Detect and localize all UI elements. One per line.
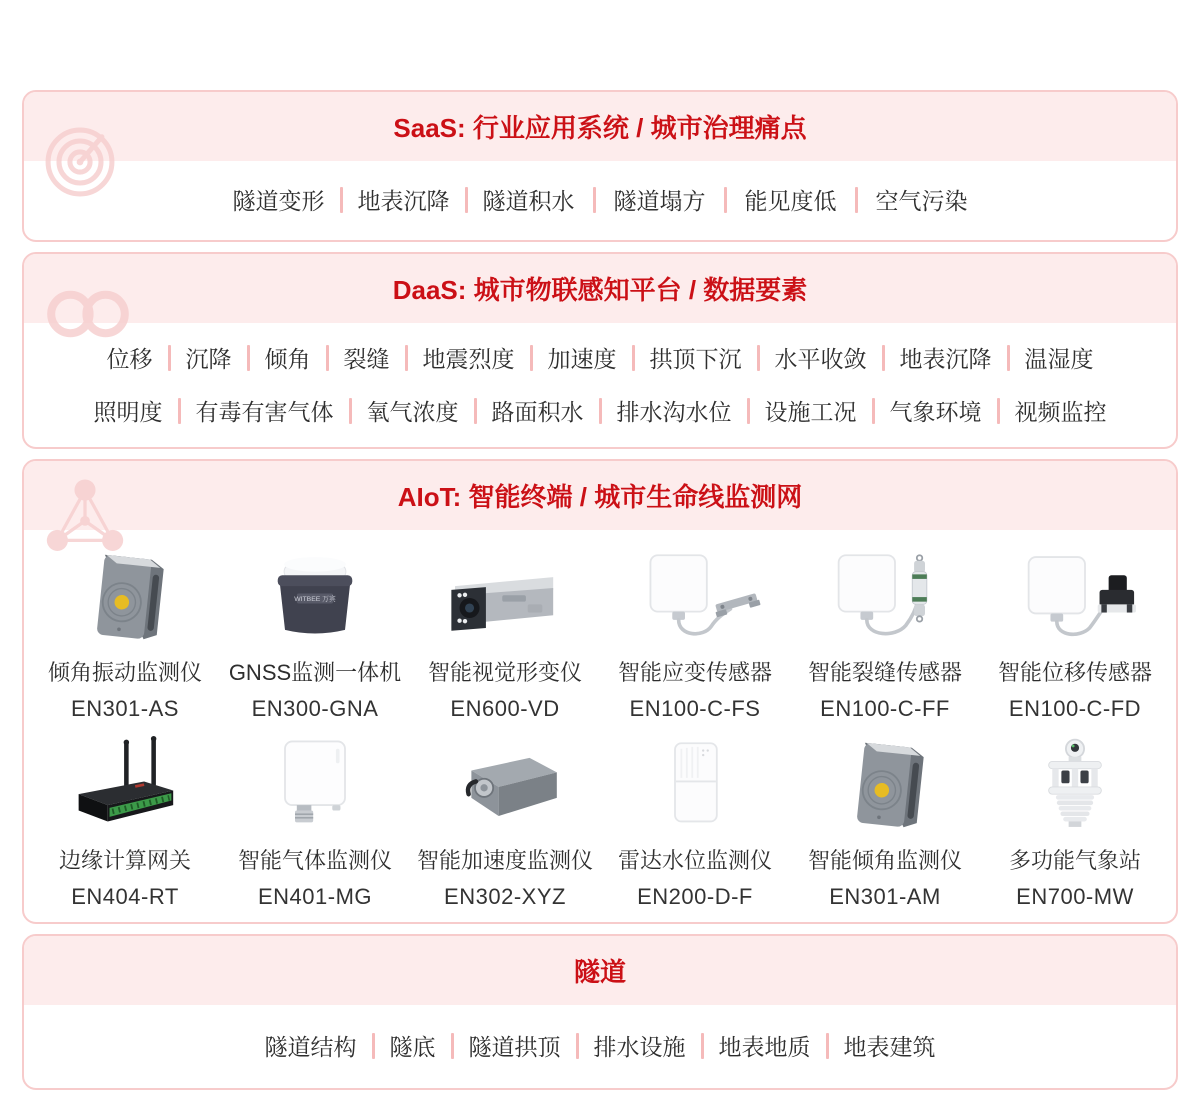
product-name: 智能应变传感器 <box>617 660 772 685</box>
item-separator <box>372 1033 375 1059</box>
product-image <box>600 546 790 648</box>
tunnel-items-row <box>24 1029 1176 1062</box>
product-image <box>410 546 600 648</box>
item-separator <box>178 398 181 424</box>
product-image <box>30 546 220 648</box>
daas-item: 气象环境 <box>889 399 982 425</box>
daas-item: 沉降 <box>185 346 232 372</box>
product-model: EN301-AM <box>829 884 941 909</box>
item-separator <box>882 345 885 371</box>
product-card <box>790 546 980 722</box>
product-image <box>980 734 1170 836</box>
product-image <box>410 734 600 836</box>
item-separator <box>593 187 596 213</box>
daas-item: 加速度 <box>547 346 617 372</box>
daas-item: 裂缝 <box>343 346 390 372</box>
daas-items-row-2 <box>24 394 1176 427</box>
daas-item: 路面积水 <box>491 399 584 425</box>
product-model: EN100-C-FD <box>1008 696 1142 721</box>
saas-item: 隧道积水 <box>482 188 575 214</box>
saas-items-row <box>24 183 1176 216</box>
item-separator <box>465 187 468 213</box>
daas-item: 位移 <box>106 346 153 372</box>
tilt-vibration-sensor-image <box>55 548 195 648</box>
product-card <box>410 546 600 722</box>
daas-item: 设施工况 <box>764 399 857 425</box>
tunnel-item: 排水设施 <box>593 1034 686 1060</box>
product-name: 智能加速度监测仪 <box>416 848 593 873</box>
daas-item: 照明度 <box>93 399 163 425</box>
tunnel-item: 隧道拱顶 <box>468 1034 561 1060</box>
item-separator <box>757 345 760 371</box>
saas-item: 能见度低 <box>744 188 837 214</box>
product-image <box>790 734 980 836</box>
item-separator <box>326 345 329 371</box>
item-separator <box>340 187 343 213</box>
crack-sensor-image <box>815 548 955 648</box>
product-card <box>980 546 1170 722</box>
tunnel-item: 隧底 <box>389 1034 436 1060</box>
accelerometer-image <box>435 736 575 836</box>
aiot-section <box>22 459 1178 924</box>
product-model: EN300-GNA <box>251 696 379 721</box>
product-image <box>600 734 790 836</box>
item-separator <box>405 345 408 371</box>
daas-item: 地表沉降 <box>899 346 992 372</box>
product-image <box>220 546 410 648</box>
saas-item: 地表沉降 <box>357 188 450 214</box>
tunnel-section <box>22 934 1178 1090</box>
vision-deformation-camera-image <box>435 548 575 648</box>
product-model: EN100-C-FF <box>820 696 950 721</box>
item-separator <box>474 398 477 424</box>
product-card <box>600 734 790 910</box>
daas-item: 倾角 <box>264 346 311 372</box>
product-model: EN302-XYZ <box>444 884 566 909</box>
product-model: EN404-RT <box>71 884 179 909</box>
strain-sensor-image <box>625 548 765 648</box>
item-separator <box>247 345 250 371</box>
saas-item: 隧道塌方 <box>613 188 706 214</box>
edge-gateway-image <box>55 736 195 836</box>
product-name: 智能视觉形变仪 <box>427 660 582 685</box>
saas-section-title: SaaS: 行业应用系统 / 城市治理痛点 <box>24 92 1176 161</box>
product-name: 倾角振动监测仪 <box>47 660 202 685</box>
product-card <box>30 546 220 722</box>
item-separator <box>530 345 533 371</box>
daas-item: 排水沟水位 <box>616 399 732 425</box>
item-separator <box>451 1033 454 1059</box>
tunnel-section-title: 隧道 <box>24 936 1176 1005</box>
product-card <box>600 546 790 722</box>
item-separator <box>826 1033 829 1059</box>
product-card <box>220 546 410 722</box>
saas-item: 空气污染 <box>875 188 968 214</box>
page <box>22 0 1178 1090</box>
product-model: EN401-MG <box>257 884 373 909</box>
product-model: EN600-VD <box>450 696 560 721</box>
product-name: 边缘计算网关 <box>58 848 191 873</box>
device-brand-label: WITBEE 万宾 <box>294 596 336 604</box>
product-image <box>980 546 1170 648</box>
saas-section <box>22 90 1178 242</box>
product-name: GNSS监测一体机 <box>228 660 402 685</box>
product-name: 智能倾角监测仪 <box>807 848 962 873</box>
item-separator <box>872 398 875 424</box>
product-card <box>790 734 980 910</box>
product-card <box>220 734 410 910</box>
product-image <box>220 734 410 836</box>
saas-item: 隧道变形 <box>232 188 325 214</box>
item-separator <box>855 187 858 213</box>
product-model: EN200-D-F <box>637 884 753 909</box>
radar-water-level-image <box>625 736 765 836</box>
product-model: EN700-MW <box>1016 884 1134 909</box>
tunnel-item: 地表地质 <box>718 1034 811 1060</box>
daas-section-title: DaaS: 城市物联感知平台 / 数据要素 <box>24 254 1176 323</box>
weather-station-image <box>1005 736 1145 836</box>
daas-section <box>22 252 1178 449</box>
item-separator <box>576 1033 579 1059</box>
daas-item: 温湿度 <box>1024 346 1094 372</box>
product-name: 智能裂缝传感器 <box>807 660 962 685</box>
daas-item: 拱顶下沉 <box>649 346 742 372</box>
gnss-receiver-image <box>245 548 385 648</box>
product-card <box>410 734 600 910</box>
tunnel-item: 地表建筑 <box>843 1034 936 1060</box>
item-separator <box>997 398 1000 424</box>
item-separator <box>747 398 750 424</box>
displacement-sensor-image <box>1005 548 1145 648</box>
daas-item: 视频监控 <box>1014 399 1107 425</box>
product-image <box>30 734 220 836</box>
item-separator <box>724 187 727 213</box>
product-name: 智能位移传感器 <box>997 660 1152 685</box>
item-separator <box>168 345 171 371</box>
product-name: 多功能气象站 <box>1008 848 1141 873</box>
product-grid <box>30 546 1170 910</box>
tilt-sensor-image <box>815 736 955 836</box>
product-card <box>30 734 220 910</box>
item-separator <box>701 1033 704 1059</box>
item-separator <box>632 345 635 371</box>
product-name: 雷达水位监测仪 <box>617 848 772 873</box>
product-model: EN100-C-FS <box>629 696 761 721</box>
daas-items-row-1 <box>24 341 1176 374</box>
item-separator <box>349 398 352 424</box>
product-card <box>980 734 1170 910</box>
product-name: 智能气体监测仪 <box>237 848 392 873</box>
item-separator <box>599 398 602 424</box>
daas-item: 有毒有害气体 <box>195 399 334 425</box>
item-separator <box>1007 345 1010 371</box>
tunnel-item: 隧道结构 <box>264 1034 357 1060</box>
daas-item: 地震烈度 <box>422 346 515 372</box>
gas-monitor-image <box>245 736 385 836</box>
product-image <box>790 546 980 648</box>
daas-item: 氧气浓度 <box>366 399 459 425</box>
daas-item: 水平收敛 <box>774 346 867 372</box>
product-model: EN301-AS <box>71 696 179 721</box>
aiot-section-title: AIoT: 智能终端 / 城市生命线监测网 <box>24 461 1176 530</box>
